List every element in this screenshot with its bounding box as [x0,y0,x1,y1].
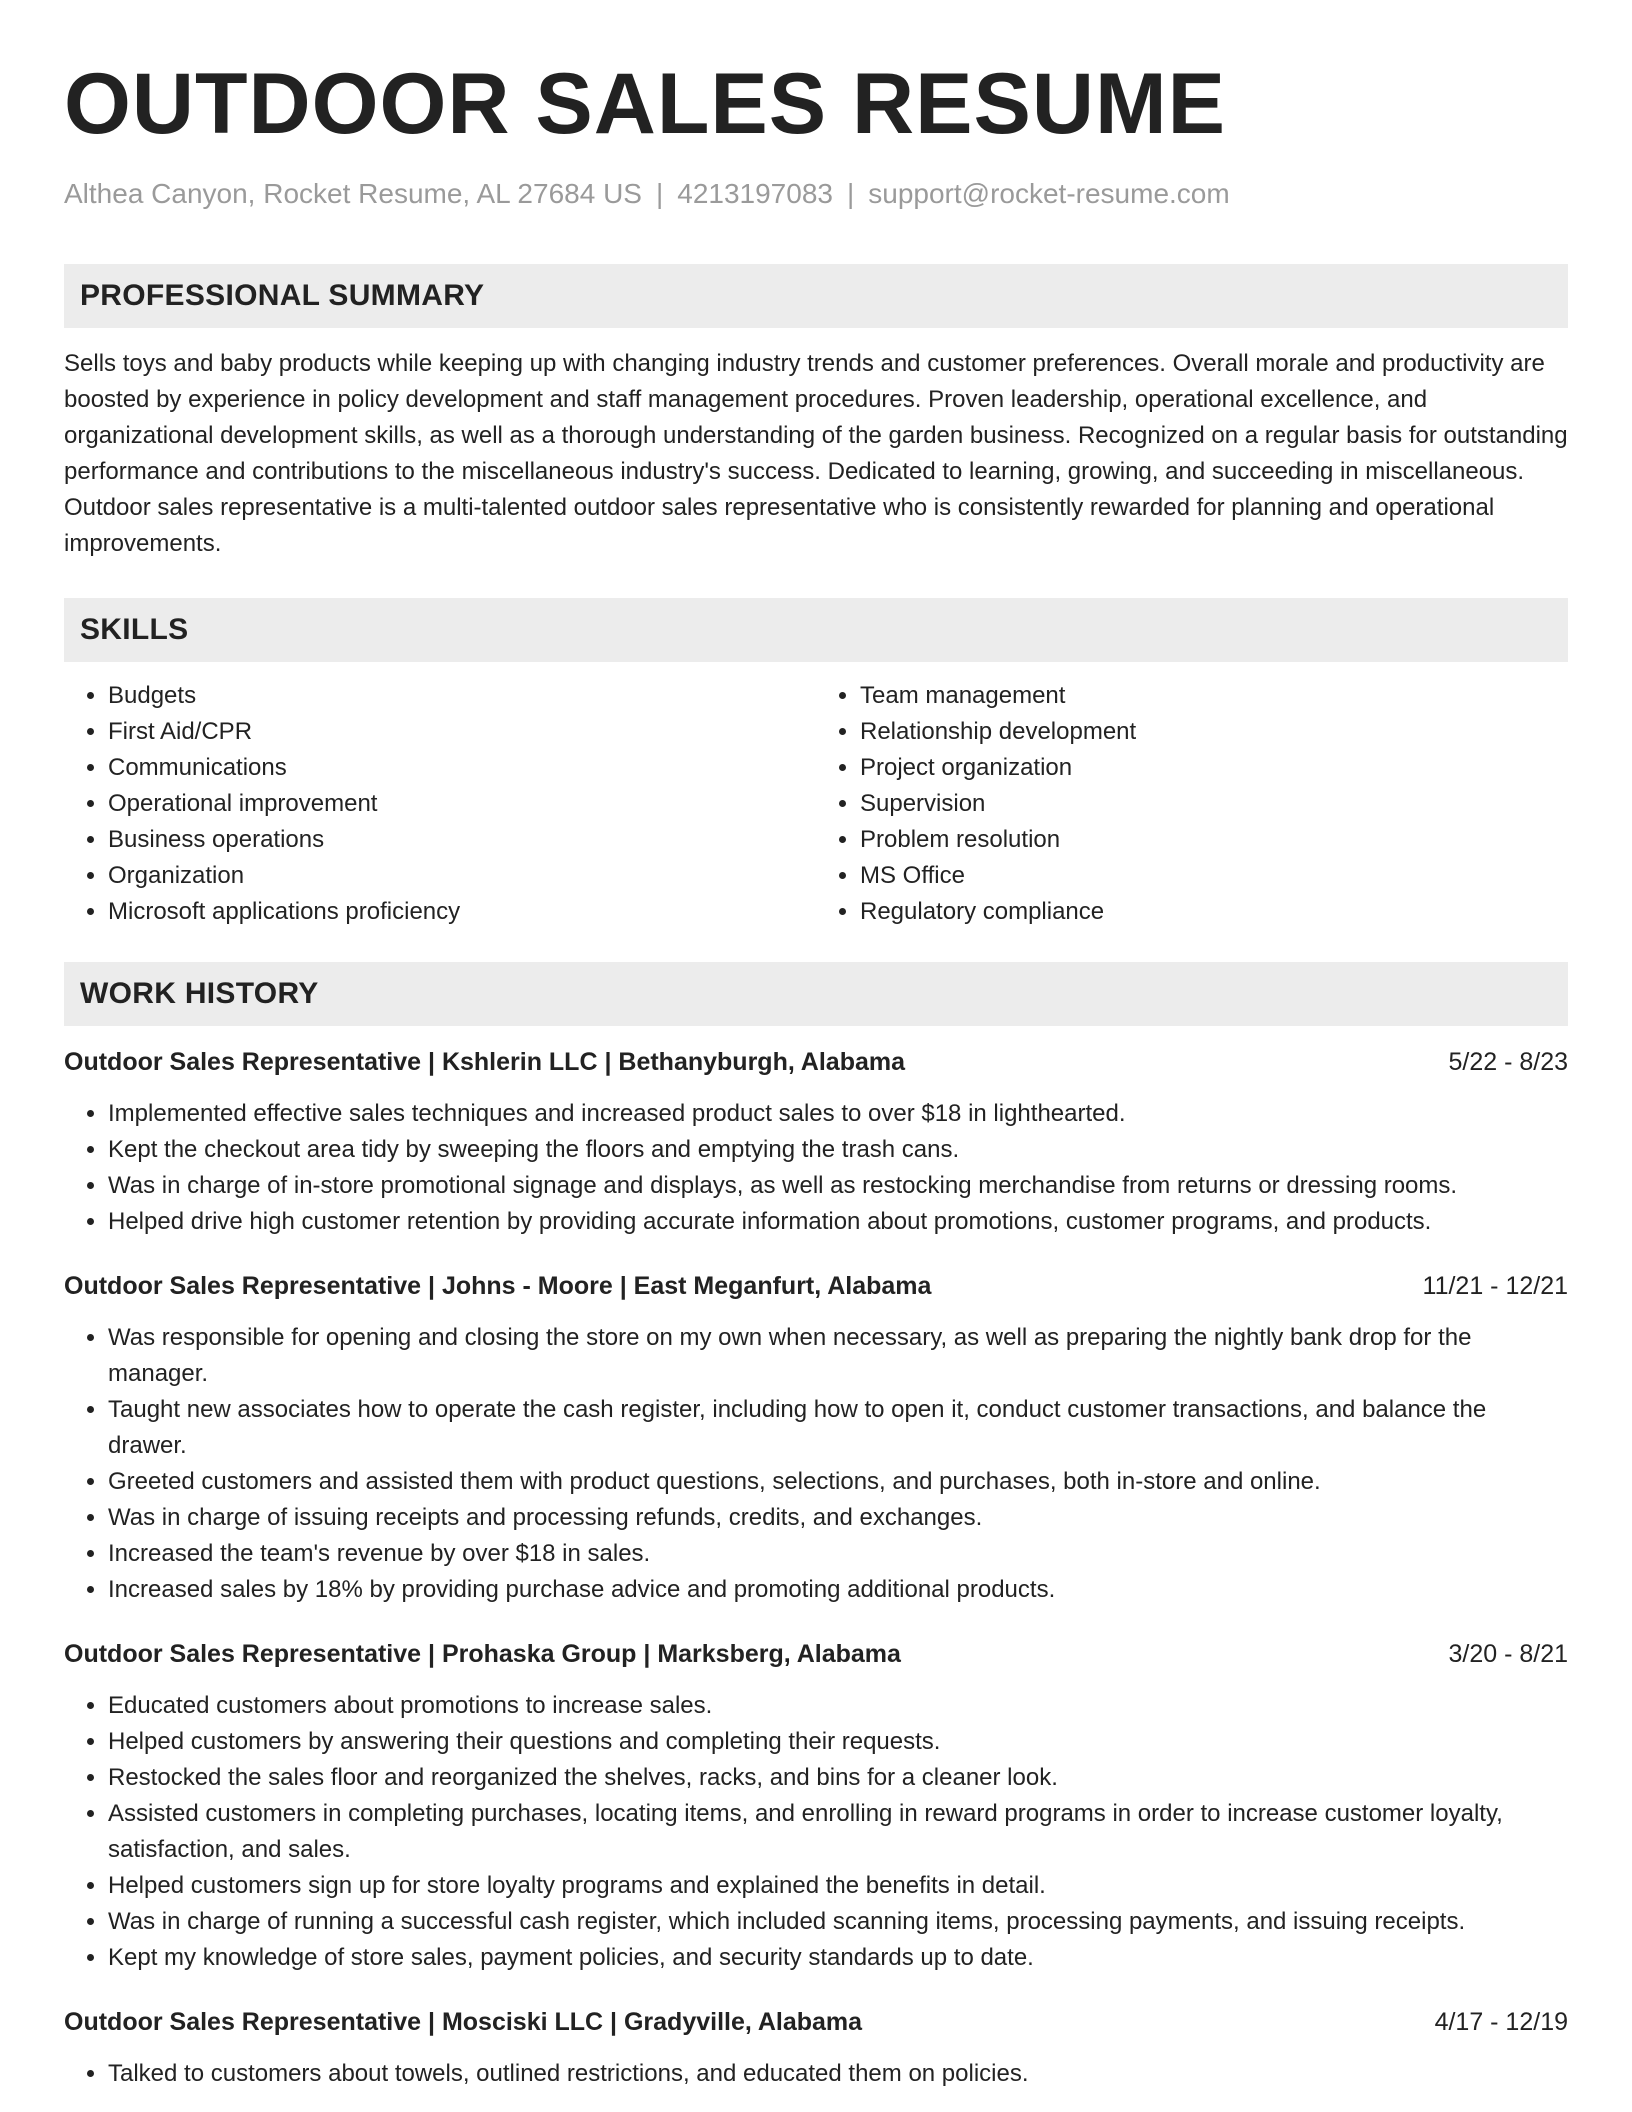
skill-item: • Project organization [860,750,1568,786]
job-dates: 3/20 - 8/21 [1448,1640,1568,1668]
job-header [64,1268,1568,1304]
skill-item: • First Aid/CPR [108,714,816,750]
job-bullet: • Was in charge of running a successful cash register, which included scanning items, processing payments, and issuing receipts. [108,1904,1568,1940]
job-bullet: • Kept the checkout area tidy by sweeping the floors and emptying the trash cans. [108,1132,1568,1168]
skills-list [64,678,1568,930]
job-bullet: • Greeted customers and assisted them with product questions, selections, and purchases, both in-store and online. [108,1464,1568,1500]
job-bullet: • Was responsible for opening and closing the store on my own when necessary, as well as preparing the nightly bank drop for the manager. [108,1320,1568,1392]
job-bullets [64,2056,1568,2092]
skill-item: • Communications [108,750,816,786]
contact-separator: | [846,178,855,209]
job-bullet: • Was in charge of in-store promotional signage and displays, as well as restocking merchandise from returns or dressing rooms. [108,1168,1568,1204]
skill-item: • MS Office [860,858,1568,894]
skill-item: • Organization [108,858,816,894]
skill-item: • Microsoft applications proficiency [108,894,816,930]
skill-item: • Problem resolution [860,822,1568,858]
job-header [64,1044,1568,1080]
job-bullet: • Helped customers by answering their questions and completing their requests. [108,1724,1568,1760]
contact-phone: 4213197083 [677,178,833,209]
contact-email: support@rocket-resume.com [868,178,1230,209]
job-title: Outdoor Sales Representative | Mosciski LLC | Gradyville, Alabama [64,2008,863,2036]
job-bullet: • Restocked the sales floor and reorganized the shelves, racks, and bins for a cleaner look. [108,1760,1568,1796]
contact-address: Althea Canyon, Rocket Resume, AL 27684 US [64,178,642,209]
job-bullet: • Increased sales by 18% by providing purchase advice and promoting additional products. [108,1572,1568,1608]
skill-item: • Supervision [860,786,1568,822]
job-bullet: • Implemented effective sales techniques and increased product sales to over $18 in lighthearted. [108,1096,1568,1132]
job-entry [64,2004,1568,2092]
job-title: Outdoor Sales Representative | Johns - Moore | East Meganfurt, Alabama [64,1272,932,1300]
job-title: Outdoor Sales Representative | Kshlerin LLC | Bethanyburgh, Alabama [64,1048,906,1076]
work-history-heading: WORK HISTORY [64,962,1568,1026]
job-bullet: • Educated customers about promotions to increase sales. [108,1688,1568,1724]
skill-item: • Budgets [108,678,816,714]
skill-item: • Operational improvement [108,786,816,822]
job-header [64,1636,1568,1672]
job-bullet: • Kept my knowledge of store sales, payment policies, and security standards up to date. [108,1940,1568,1976]
job-dates: 5/22 - 8/23 [1448,1048,1568,1076]
job-bullet: • Helped drive high customer retention by providing accurate information about promotions, customer programs, and products. [108,1204,1568,1240]
job-bullet: • Helped customers sign up for store loyalty programs and explained the benefits in detail. [108,1868,1568,1904]
skill-item: • Business operations [108,822,816,858]
job-header [64,2004,1568,2040]
job-dates: 4/17 - 12/19 [1434,2008,1568,2036]
contact-line [64,176,1568,212]
skills-column-right [816,678,1568,930]
job-bullet: • Was in charge of issuing receipts and processing refunds, credits, and exchanges. [108,1500,1568,1536]
skill-item: • Regulatory compliance [860,894,1568,930]
summary-heading: PROFESSIONAL SUMMARY [64,264,1568,328]
job-bullets [64,1688,1568,1976]
job-bullets [64,1096,1568,1240]
job-entry [64,1636,1568,1976]
skill-item: • Team management [860,678,1568,714]
job-bullet: • Taught new associates how to operate the cash register, including how to open it, conduct customer transactions, and balance the drawer. [108,1392,1568,1464]
skills-heading: SKILLS [64,598,1568,662]
job-dates: 11/21 - 12/21 [1422,1272,1568,1300]
resume-title: OUTDOOR SALES RESUME [64,56,1226,152]
skills-column-left [64,678,816,930]
summary-text: Sells toys and baby products while keeping up with changing industry trends and customer preferences. Overall morale and productivity are boosted by experience in policy development and staff management procedures. Proven leadership, operational excellence, and organizational development skills, as well as a thorough understanding of the garden business. Recognized on a regular basis for outstanding performance and contributions to the miscellaneous industry's success. Dedicated to learning, growing, and succeeding in miscellaneous. Outdoor sales representative is a multi-talented outdoor sales representative who is consistently rewarded for planning and operational improvements. [64,350,1568,557]
job-bullet: • Assisted customers in completing purchases, locating items, and enrolling in reward programs in order to increase customer loyalty, satisfaction, and sales. [108,1796,1568,1868]
job-bullet: • Talked to customers about towels, outlined restrictions, and educated them on policies. [108,2056,1568,2092]
job-entry [64,1044,1568,1240]
job-bullet: • Increased the team's revenue by over $18 in sales. [108,1536,1568,1572]
job-title: Outdoor Sales Representative | Prohaska Group | Marksberg, Alabama [64,1640,901,1668]
contact-separator: | [655,178,664,209]
job-entry [64,1268,1568,1608]
skill-item: • Relationship development [860,714,1568,750]
job-bullets [64,1320,1568,1608]
